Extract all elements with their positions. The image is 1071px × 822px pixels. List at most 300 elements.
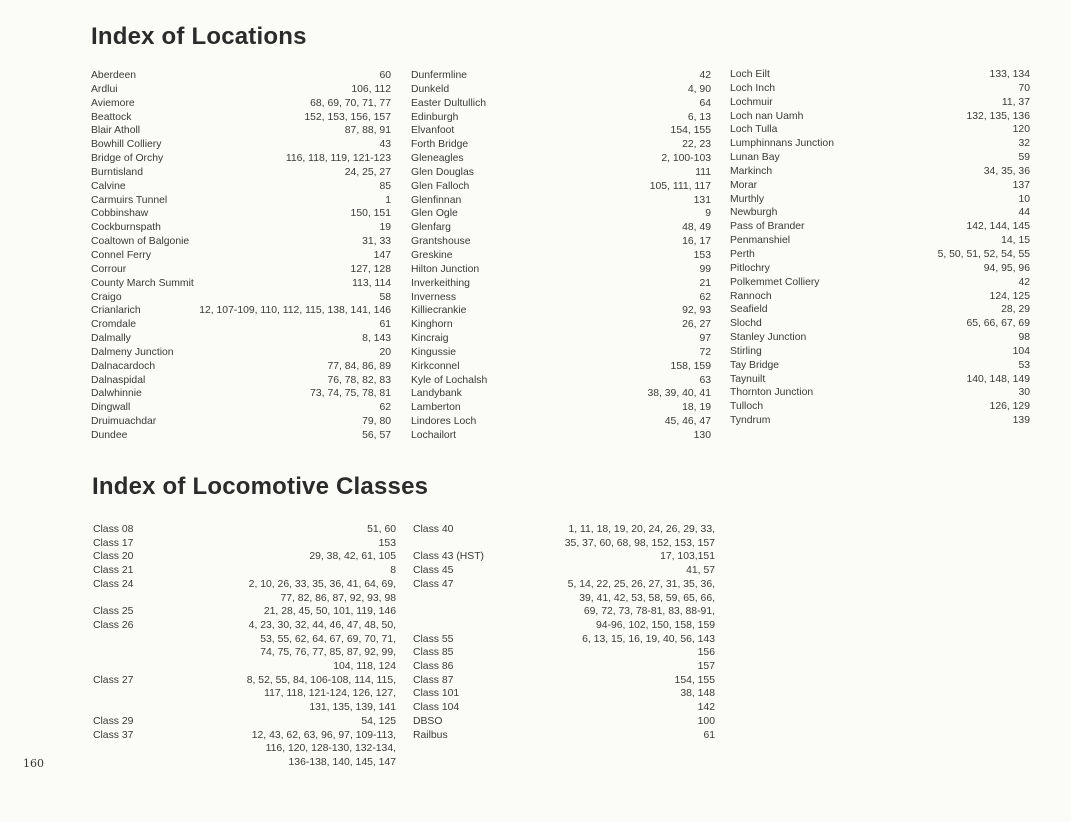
location-name: Pass of Brander — [730, 221, 805, 233]
class-pages — [453, 660, 715, 674]
class-pages — [133, 619, 396, 674]
class-pages-line: 5, 14, 22, 25, 26, 27, 31, 35, 36, — [567, 578, 715, 590]
location-pages: 60 — [379, 70, 391, 81]
location-name: Kinghorn — [411, 319, 453, 331]
location-pages: 139 — [1012, 415, 1030, 427]
location-entry — [411, 277, 711, 291]
class-pages-line: 12, 43, 62, 63, 96, 97, 109-113, — [251, 729, 396, 741]
location-pages: 45, 46, 47 — [664, 416, 711, 428]
location-name: Aviemore — [91, 97, 135, 109]
location-name: Dunkeld — [411, 83, 450, 95]
location-entry — [411, 291, 711, 305]
location-name: Glen Douglas — [411, 166, 474, 178]
location-name: Corrour — [91, 263, 127, 275]
location-name: Dunfermline — [411, 70, 468, 81]
class-entry — [93, 729, 396, 770]
location-name: Calvine — [91, 180, 126, 192]
location-pages: 150, 151 — [350, 208, 391, 220]
class-entry — [413, 729, 715, 743]
class-pages-line: 8 — [390, 565, 396, 577]
location-name: Craigo — [91, 291, 122, 303]
location-name: Kingussie — [411, 346, 457, 358]
location-pages: 9 — [705, 208, 711, 220]
location-entry — [91, 387, 391, 401]
location-name: Connel Ferry — [91, 249, 152, 261]
class-pages — [442, 715, 715, 729]
location-name: Morar — [730, 179, 758, 191]
class-pages — [453, 633, 715, 647]
location-entry — [91, 263, 391, 277]
location-entry — [91, 97, 391, 111]
class-name: Class 47 — [413, 578, 454, 590]
location-name: Stanley Junction — [730, 332, 807, 344]
class-entry — [413, 578, 715, 633]
class-entry — [413, 715, 715, 729]
location-entry — [91, 304, 391, 318]
location-name: Dundee — [91, 429, 128, 441]
location-name: Glenfinnan — [411, 194, 462, 206]
location-pages: 105, 111, 117 — [649, 180, 711, 192]
location-entry — [91, 291, 391, 305]
location-pages: 92, 93 — [682, 305, 711, 317]
location-entry — [411, 401, 711, 415]
location-name: Ardlui — [91, 83, 118, 95]
location-pages: 18, 19 — [682, 402, 711, 414]
class-pages — [133, 550, 396, 564]
location-pages: 133, 134 — [989, 69, 1030, 80]
class-pages-line: 69, 72, 73, 78-81, 83, 88-91, — [583, 606, 715, 618]
class-pages-line: 17, 103,151 — [660, 551, 715, 563]
class-pages-line: 154, 155 — [674, 674, 715, 686]
location-pages: 1 — [385, 194, 391, 206]
location-entry — [91, 166, 391, 180]
location-entry — [730, 151, 1030, 165]
class-pages-line: 6, 13, 15, 16, 19, 40, 56, 143 — [582, 633, 715, 645]
class-entry — [93, 523, 396, 537]
class-pages-line: 8, 52, 55, 84, 106-108, 114, 115, — [246, 674, 396, 686]
location-entry — [730, 386, 1030, 400]
class-pages-line: 35, 37, 60, 68, 98, 152, 153, 157 — [564, 537, 715, 549]
location-pages: 8, 143 — [362, 333, 391, 345]
class-pages — [133, 605, 396, 619]
location-pages: 42 — [1018, 276, 1030, 288]
location-name: Bowhill Colliery — [91, 139, 162, 151]
location-entry — [411, 180, 711, 194]
class-pages-line: 77, 82, 86, 87, 92, 93, 98 — [280, 592, 396, 604]
location-entry — [730, 110, 1030, 124]
class-pages — [133, 523, 396, 537]
location-pages: 152, 153, 156, 157 — [304, 111, 391, 123]
location-pages: 127, 128 — [350, 263, 391, 275]
location-pages: 73, 74, 75, 78, 81 — [310, 388, 391, 400]
location-name: Inverness — [411, 291, 457, 303]
location-name: Landybank — [411, 388, 462, 400]
location-pages: 38, 39, 40, 41 — [647, 388, 711, 400]
locations-column-2 — [411, 69, 711, 443]
class-pages-line: 61 — [703, 729, 715, 741]
location-entry — [730, 206, 1030, 220]
location-pages: 48, 49 — [682, 222, 711, 234]
location-name: Glen Ogle — [411, 208, 458, 220]
class-pages — [133, 537, 396, 551]
class-entry — [93, 715, 396, 729]
location-pages: 26, 27 — [682, 319, 711, 331]
location-name: Cromdale — [91, 319, 137, 331]
class-pages — [453, 674, 715, 688]
location-entry — [411, 124, 711, 138]
class-pages-line: 153 — [378, 537, 396, 549]
location-pages: 62 — [379, 402, 391, 414]
location-name: Seafield — [730, 304, 768, 316]
location-entry — [730, 193, 1030, 207]
location-pages: 63 — [699, 374, 711, 386]
location-name: Druimuachdar — [91, 416, 157, 428]
location-pages: 11, 37 — [1001, 96, 1030, 108]
location-pages: 64 — [699, 97, 711, 109]
location-pages: 147 — [373, 249, 391, 261]
location-entry — [91, 221, 391, 235]
location-entry — [91, 83, 391, 97]
location-pages: 34, 35, 36 — [983, 165, 1030, 177]
location-name: Blair Atholl — [91, 125, 141, 137]
location-pages: 87, 88, 91 — [344, 125, 391, 137]
class-name: Class 21 — [93, 565, 134, 577]
location-entry — [91, 374, 391, 388]
location-entry — [411, 415, 711, 429]
location-entry — [91, 318, 391, 332]
location-entry — [411, 346, 711, 360]
location-entry — [411, 97, 711, 111]
class-name: Class 104 — [413, 702, 460, 714]
class-pages — [453, 523, 715, 550]
location-entry — [730, 303, 1030, 317]
location-pages: 72 — [699, 346, 711, 358]
class-entry — [413, 674, 715, 688]
location-name: Penmanshiel — [730, 235, 791, 247]
location-entry — [730, 400, 1030, 414]
class-name: Railbus — [413, 729, 448, 741]
location-entry — [730, 276, 1030, 290]
class-name: Class 25 — [93, 606, 134, 618]
location-pages: 44 — [1018, 207, 1030, 219]
class-pages-line: 4, 23, 30, 32, 44, 46, 47, 48, 50, — [248, 619, 396, 631]
location-pages: 30 — [1018, 387, 1030, 399]
location-entry — [730, 290, 1030, 304]
class-pages-line: 51, 60 — [367, 524, 396, 535]
class-entry — [93, 605, 396, 619]
location-entry — [730, 373, 1030, 387]
class-pages-line: 29, 38, 42, 61, 105 — [309, 551, 396, 563]
class-pages — [453, 646, 715, 660]
location-pages: 99 — [699, 263, 711, 275]
location-name: Loch nan Uamh — [730, 110, 804, 122]
location-entry — [730, 345, 1030, 359]
location-entry — [411, 111, 711, 125]
location-pages: 43 — [379, 139, 391, 151]
location-entry — [730, 96, 1030, 110]
location-entry — [91, 111, 391, 125]
location-name: Edinburgh — [411, 111, 459, 123]
location-entry — [91, 124, 391, 138]
class-pages — [133, 729, 396, 770]
location-name: Cockburnspath — [91, 222, 161, 234]
location-name: Dalmally — [91, 333, 131, 345]
class-name: Class 24 — [93, 578, 134, 590]
location-entry — [411, 207, 711, 221]
location-name: Lunan Bay — [730, 152, 780, 164]
class-entry — [93, 564, 396, 578]
location-name: Dalmeny Junction — [91, 346, 174, 358]
location-pages: 24, 25, 27 — [344, 166, 391, 178]
location-name: Kyle of Lochalsh — [411, 374, 488, 386]
location-name: Lamberton — [411, 402, 461, 414]
class-pages — [459, 701, 715, 715]
location-pages: 153 — [693, 249, 711, 261]
class-pages-line: 136-138, 140, 145, 147 — [288, 756, 396, 768]
location-pages: 28, 29 — [1001, 304, 1030, 316]
location-name: Gleneagles — [411, 153, 464, 165]
location-pages: 154, 155 — [670, 125, 711, 137]
class-entry — [93, 537, 396, 551]
location-pages: 106, 112 — [351, 83, 391, 95]
location-name: Coaltown of Balgonie — [91, 236, 190, 248]
class-entry — [413, 660, 715, 674]
location-entry — [730, 123, 1030, 137]
location-name: Kincraig — [411, 333, 449, 345]
location-pages: 131 — [693, 194, 711, 206]
location-entry — [411, 360, 711, 374]
location-entry — [91, 138, 391, 152]
location-pages: 98 — [1018, 332, 1030, 344]
class-name: Class 85 — [413, 647, 454, 659]
location-pages: 62 — [699, 291, 711, 303]
class-name: Class 08 — [93, 524, 134, 535]
location-entry — [730, 179, 1030, 193]
location-pages: 70 — [1018, 82, 1030, 94]
location-entry — [411, 166, 711, 180]
class-entry — [413, 523, 715, 550]
location-entry — [411, 429, 711, 443]
location-pages: 77, 84, 86, 89 — [327, 360, 391, 372]
location-entry — [730, 68, 1030, 82]
locations-column-1 — [91, 69, 391, 443]
location-name: Rannoch — [730, 290, 772, 302]
class-entry — [413, 550, 715, 564]
location-name: Tulloch — [730, 401, 764, 413]
location-name: Dalnacardoch — [91, 360, 156, 372]
location-pages: 6, 13 — [687, 111, 711, 123]
locations-index-title: Index of Locations — [91, 23, 307, 50]
class-pages-line: 117, 118, 121-124, 126, 127, — [264, 688, 396, 700]
location-entry — [411, 332, 711, 346]
class-entry — [413, 701, 715, 715]
location-pages: 94, 95, 96 — [983, 262, 1030, 274]
location-name: Lindores Loch — [411, 416, 477, 428]
location-entry — [411, 387, 711, 401]
location-entry — [91, 152, 391, 166]
classes-column-2 — [413, 523, 715, 742]
location-pages: 79, 80 — [362, 416, 391, 428]
location-entry — [91, 235, 391, 249]
location-name: Dalnaspidal — [91, 374, 146, 386]
location-pages: 20 — [379, 346, 391, 358]
location-name: Pitlochry — [730, 262, 770, 274]
location-pages: 22, 23 — [682, 139, 711, 151]
location-name: Lochailort — [411, 429, 457, 441]
location-entry — [411, 69, 711, 83]
location-name: Slochd — [730, 318, 762, 330]
class-entry — [93, 674, 396, 715]
class-pages-line: 39, 41, 42, 53, 58, 59, 65, 66, — [579, 592, 715, 604]
location-pages: 14, 15 — [1001, 235, 1030, 247]
class-pages-line: 142 — [697, 702, 715, 714]
location-pages: 68, 69, 70, 71, 77 — [310, 97, 391, 109]
location-name: County March Summit — [91, 277, 194, 289]
location-entry — [91, 277, 391, 291]
location-entry — [411, 83, 711, 97]
class-name: Class 40 — [413, 524, 454, 535]
location-pages: 10 — [1018, 193, 1030, 205]
location-entry — [411, 235, 711, 249]
location-entry — [91, 360, 391, 374]
location-entry — [411, 318, 711, 332]
location-name: Greskine — [411, 249, 453, 261]
location-name: Markinch — [730, 165, 773, 177]
class-pages — [133, 715, 396, 729]
class-name: Class 87 — [413, 674, 454, 686]
location-pages: 120 — [1012, 124, 1030, 136]
location-pages: 111 — [695, 166, 711, 178]
location-name: Lochmuir — [730, 96, 773, 108]
location-name: Lumphinnans Junction — [730, 138, 834, 150]
location-name: Cobbinshaw — [91, 208, 149, 220]
class-pages-line: 38, 148 — [680, 688, 715, 700]
location-name: Killiecrankie — [411, 305, 467, 317]
location-entry — [411, 152, 711, 166]
class-name: Class 101 — [413, 688, 460, 700]
location-name: Aberdeen — [91, 70, 137, 81]
location-pages: 19 — [379, 222, 391, 234]
location-pages: 31, 33 — [362, 236, 391, 248]
location-entry — [91, 207, 391, 221]
location-name: Loch Inch — [730, 82, 776, 94]
location-name: Loch Tulla — [730, 124, 778, 136]
location-name: Grantshouse — [411, 236, 471, 248]
location-name: Glenfarg — [411, 222, 451, 234]
location-entry — [730, 414, 1030, 428]
location-pages: 104 — [1012, 345, 1030, 357]
location-pages: 65, 66, 67, 69 — [966, 318, 1030, 330]
class-name: DBSO — [413, 715, 443, 727]
location-name: Beattock — [91, 111, 132, 123]
location-name: Tay Bridge — [730, 359, 780, 371]
class-name: Class 26 — [93, 619, 134, 631]
location-pages: 124, 125 — [989, 290, 1030, 302]
location-entry — [91, 180, 391, 194]
location-name: Forth Bridge — [411, 139, 469, 151]
class-pages-line: 1, 11, 18, 19, 20, 24, 26, 29, 33, — [568, 524, 715, 535]
locations-column-3 — [730, 68, 1030, 428]
location-pages: 137 — [1012, 179, 1030, 191]
location-name: Burntisland — [91, 166, 143, 178]
class-entry — [413, 687, 715, 701]
location-entry — [91, 429, 391, 443]
location-pages: 12, 107-109, 110, 112, 115, 138, 141, 146 — [199, 305, 391, 317]
class-name: Class 17 — [93, 537, 134, 549]
location-entry — [91, 346, 391, 360]
class-pages — [448, 729, 715, 743]
location-entry — [730, 82, 1030, 96]
location-pages: 56, 57 — [362, 429, 391, 441]
location-name: Thornton Junction — [730, 387, 814, 399]
location-pages: 5, 50, 51, 52, 54, 55 — [937, 248, 1030, 260]
class-pages-line: 54, 125 — [361, 715, 396, 727]
location-entry — [730, 165, 1030, 179]
page-number: 160 — [23, 757, 44, 770]
location-pages: 158, 159 — [670, 360, 711, 372]
location-entry — [411, 374, 711, 388]
class-entry — [413, 646, 715, 660]
class-entry — [93, 550, 396, 564]
location-pages: 116, 118, 119, 121-123 — [285, 153, 391, 165]
class-name: Class 37 — [93, 729, 134, 741]
location-entry — [730, 234, 1030, 248]
location-name: Hilton Junction — [411, 263, 480, 275]
class-entry — [413, 633, 715, 647]
class-entry — [93, 578, 396, 605]
location-entry — [411, 304, 711, 318]
class-pages-line: 116, 120, 128-130, 132-134, — [265, 743, 396, 755]
location-entry — [730, 359, 1030, 373]
class-pages-line: 100 — [697, 715, 715, 727]
location-pages: 53 — [1018, 359, 1030, 371]
location-entry — [91, 69, 391, 83]
location-entry — [411, 138, 711, 152]
location-name: Glen Falloch — [411, 180, 470, 192]
location-name: Inverkeithing — [411, 277, 470, 289]
class-name: Class 20 — [93, 551, 134, 563]
location-entry — [411, 249, 711, 263]
class-pages — [484, 550, 715, 564]
class-pages-line: 53, 55, 62, 64, 67, 69, 70, 71, — [260, 633, 396, 645]
class-pages-line: 2, 10, 26, 33, 35, 36, 41, 64, 69, — [248, 578, 396, 590]
location-name: Crianlarich — [91, 305, 141, 317]
location-pages: 97 — [699, 333, 711, 345]
class-pages-line: 156 — [697, 647, 715, 659]
class-name: Class 27 — [93, 674, 134, 686]
location-entry — [91, 415, 391, 429]
class-pages-line: 157 — [697, 661, 715, 673]
class-pages — [133, 578, 396, 605]
location-name: Dingwall — [91, 402, 131, 414]
class-pages — [133, 674, 396, 715]
location-name: Perth — [730, 248, 755, 260]
location-entry — [730, 262, 1030, 276]
location-entry — [730, 331, 1030, 345]
class-entry — [93, 619, 396, 674]
class-name: Class 43 (HST) — [413, 551, 485, 563]
location-pages: 42 — [699, 70, 711, 81]
classes-column-1 — [93, 523, 396, 770]
class-pages-line: 94-96, 102, 150, 158, 159 — [595, 619, 715, 631]
location-name: Tyndrum — [730, 415, 771, 427]
class-pages-line: 21, 28, 45, 50, 101, 119, 146 — [263, 606, 396, 618]
location-entry — [91, 194, 391, 208]
location-name: Newburgh — [730, 207, 778, 219]
location-pages: 85 — [379, 180, 391, 192]
class-entry — [413, 564, 715, 578]
location-name: Elvanfoot — [411, 125, 455, 137]
